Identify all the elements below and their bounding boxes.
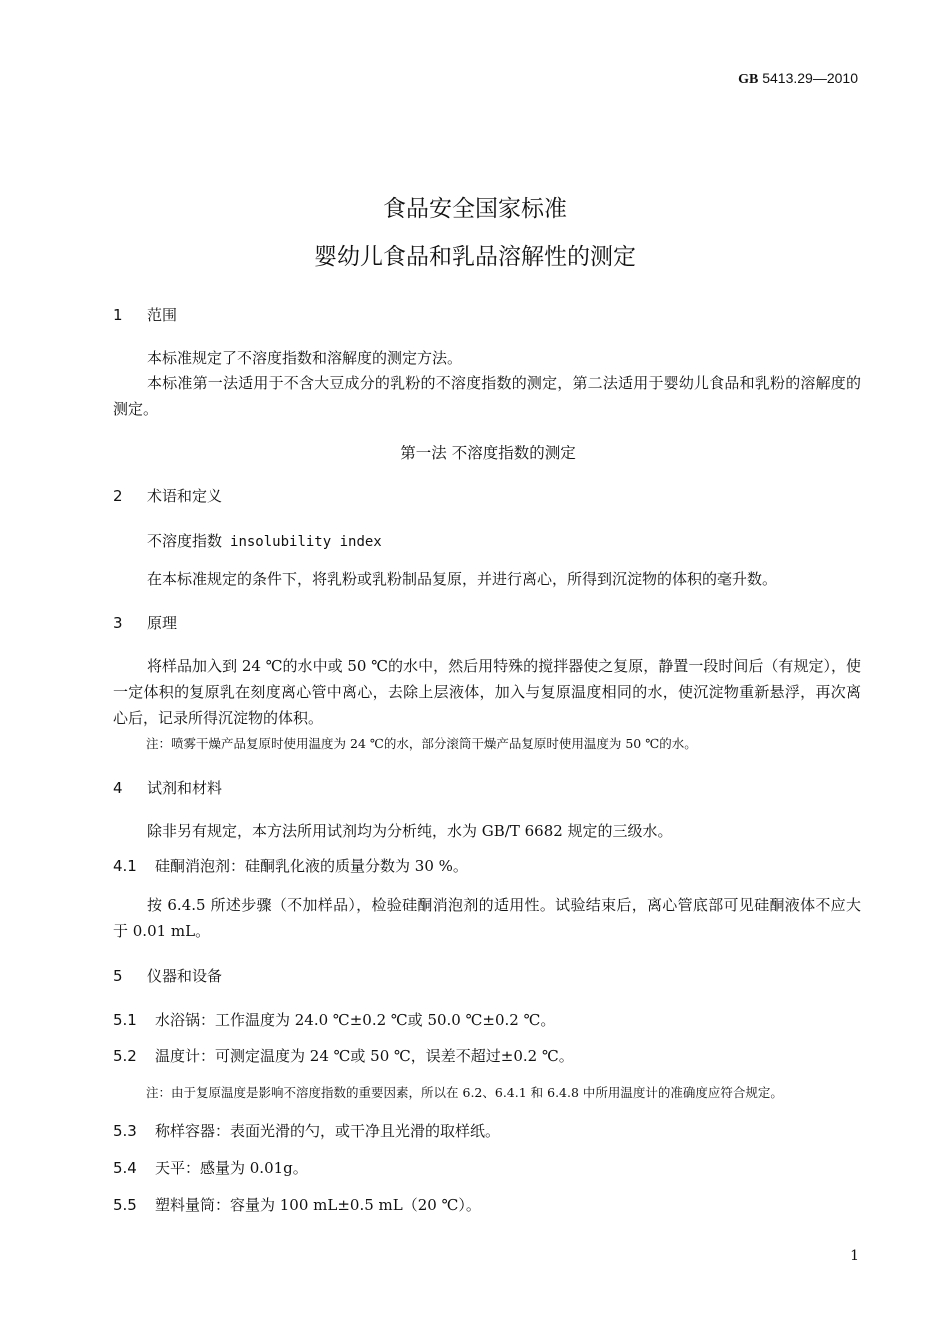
item-text: 天平：感量为 0.01g。 [155,1159,308,1177]
item-text: 温度计：可测定温度为 24 ℃或 50 ℃，误差不超过±0.2 ℃。 [155,1047,574,1065]
section-1-heading [113,304,177,325]
item-number: 4.1 [113,857,137,875]
section-title: 术语和定义 [147,487,223,505]
section-2-heading [113,485,222,506]
method-1-heading: 第一法 不溶度指数的测定 [400,444,576,462]
section-4-paragraph-2: 按 6.4.5 所述步骤（不加样品），检验硅酮消泡剂的适用性。试验结束后，离心管底部可见硅酮液体不应大于 0.01 mL。 [113,896,861,940]
section-3-note [146,734,697,752]
item-number: 5.5 [113,1196,137,1214]
section-5-heading [113,965,222,986]
item-number: 5.2 [113,1047,137,1065]
item-5-3 [113,1120,500,1141]
item-4-1 [113,855,468,876]
item-text: 水浴锅：工作温度为 24.0 ℃±0.2 ℃或 50.0 ℃±0.2 ℃。 [155,1011,556,1029]
note-label: 注： [146,736,172,751]
item-5-1 [113,1009,555,1030]
section-number: 1 [113,306,123,324]
page-number: 1 [850,1248,859,1264]
section-1-paragraph-2: 本标准第一法适用于不含大豆成分的乳粉的不溶度指数的测定，第二法适用于婴幼儿食品和乳粉的溶解度的测定。 [113,374,861,418]
standard-prefix: GB [738,72,759,87]
item-5-5 [113,1194,481,1215]
term-english: insolubility index [230,534,382,550]
document-subtitle: 婴幼儿食品和乳品溶解性的测定 [314,244,636,270]
term-definition: 在本标准规定的条件下，将乳粉或乳粉制品复原，并进行离心，所得到沉淀物的体积的毫升数。 [147,570,778,588]
item-text: 硅酮消泡剂：硅酮乳化液的质量分数为 30 %。 [155,857,468,875]
section-number: 5 [113,967,123,985]
standard-code [738,70,858,88]
section-number: 4 [113,779,123,797]
term-entry [147,530,382,551]
section-number: 3 [113,614,123,632]
item-number: 5.1 [113,1011,137,1029]
section-5-note [146,1083,783,1101]
section-1-paragraph-1: 本标准规定了不溶度指数和溶解度的测定方法。 [147,349,463,367]
item-5-2 [113,1045,574,1066]
item-text: 塑料量筒：容量为 100 mL±0.5 mL（20 ℃）。 [155,1196,481,1214]
standard-number: 5413.29—2010 [762,70,858,86]
section-3-paragraph: 将样品加入到 24 ℃的水中或 50 ℃的水中，然后用特殊的搅拌器使之复原，静置一段时间后（有规定），使一定体积的复原乳在刻度离心管中离心，去除上层液体，加入与复原温度相同的水，使沉淀物重新悬浮，再次离心后，记录所得沉淀物的体积。 [113,657,861,727]
section-4-heading [113,777,222,798]
section-4-paragraph-1: 除非另有规定，本方法所用试剂均为分析纯，水为 GB/T 6682 规定的三级水。 [147,822,673,840]
item-number: 5.3 [113,1122,137,1140]
note-text: 喷雾干燥产品复原时使用温度为 24 ℃的水，部分滚筒干燥产品复原时使用温度为 50 ℃的水。 [171,736,697,751]
section-number: 2 [113,487,123,505]
document-title: 食品安全国家标准 [383,196,567,222]
note-label: 注： [146,1085,172,1100]
section-title: 原理 [147,614,178,632]
item-text: 称样容器：表面光滑的勺，或干净且光滑的取样纸。 [155,1122,501,1140]
item-5-4 [113,1157,308,1178]
item-number: 5.4 [113,1159,137,1177]
section-3-heading [113,612,177,633]
term-chinese: 不溶度指数 [147,532,223,550]
section-title: 仪器和设备 [147,967,223,985]
section-title: 试剂和材料 [147,779,223,797]
note-text: 由于复原温度是影响不溶度指数的重要因素，所以在 6.2、6.4.1 和 6.4.8 中所用温度计的准确度应符合规定。 [171,1085,783,1100]
section-title: 范围 [147,306,178,324]
